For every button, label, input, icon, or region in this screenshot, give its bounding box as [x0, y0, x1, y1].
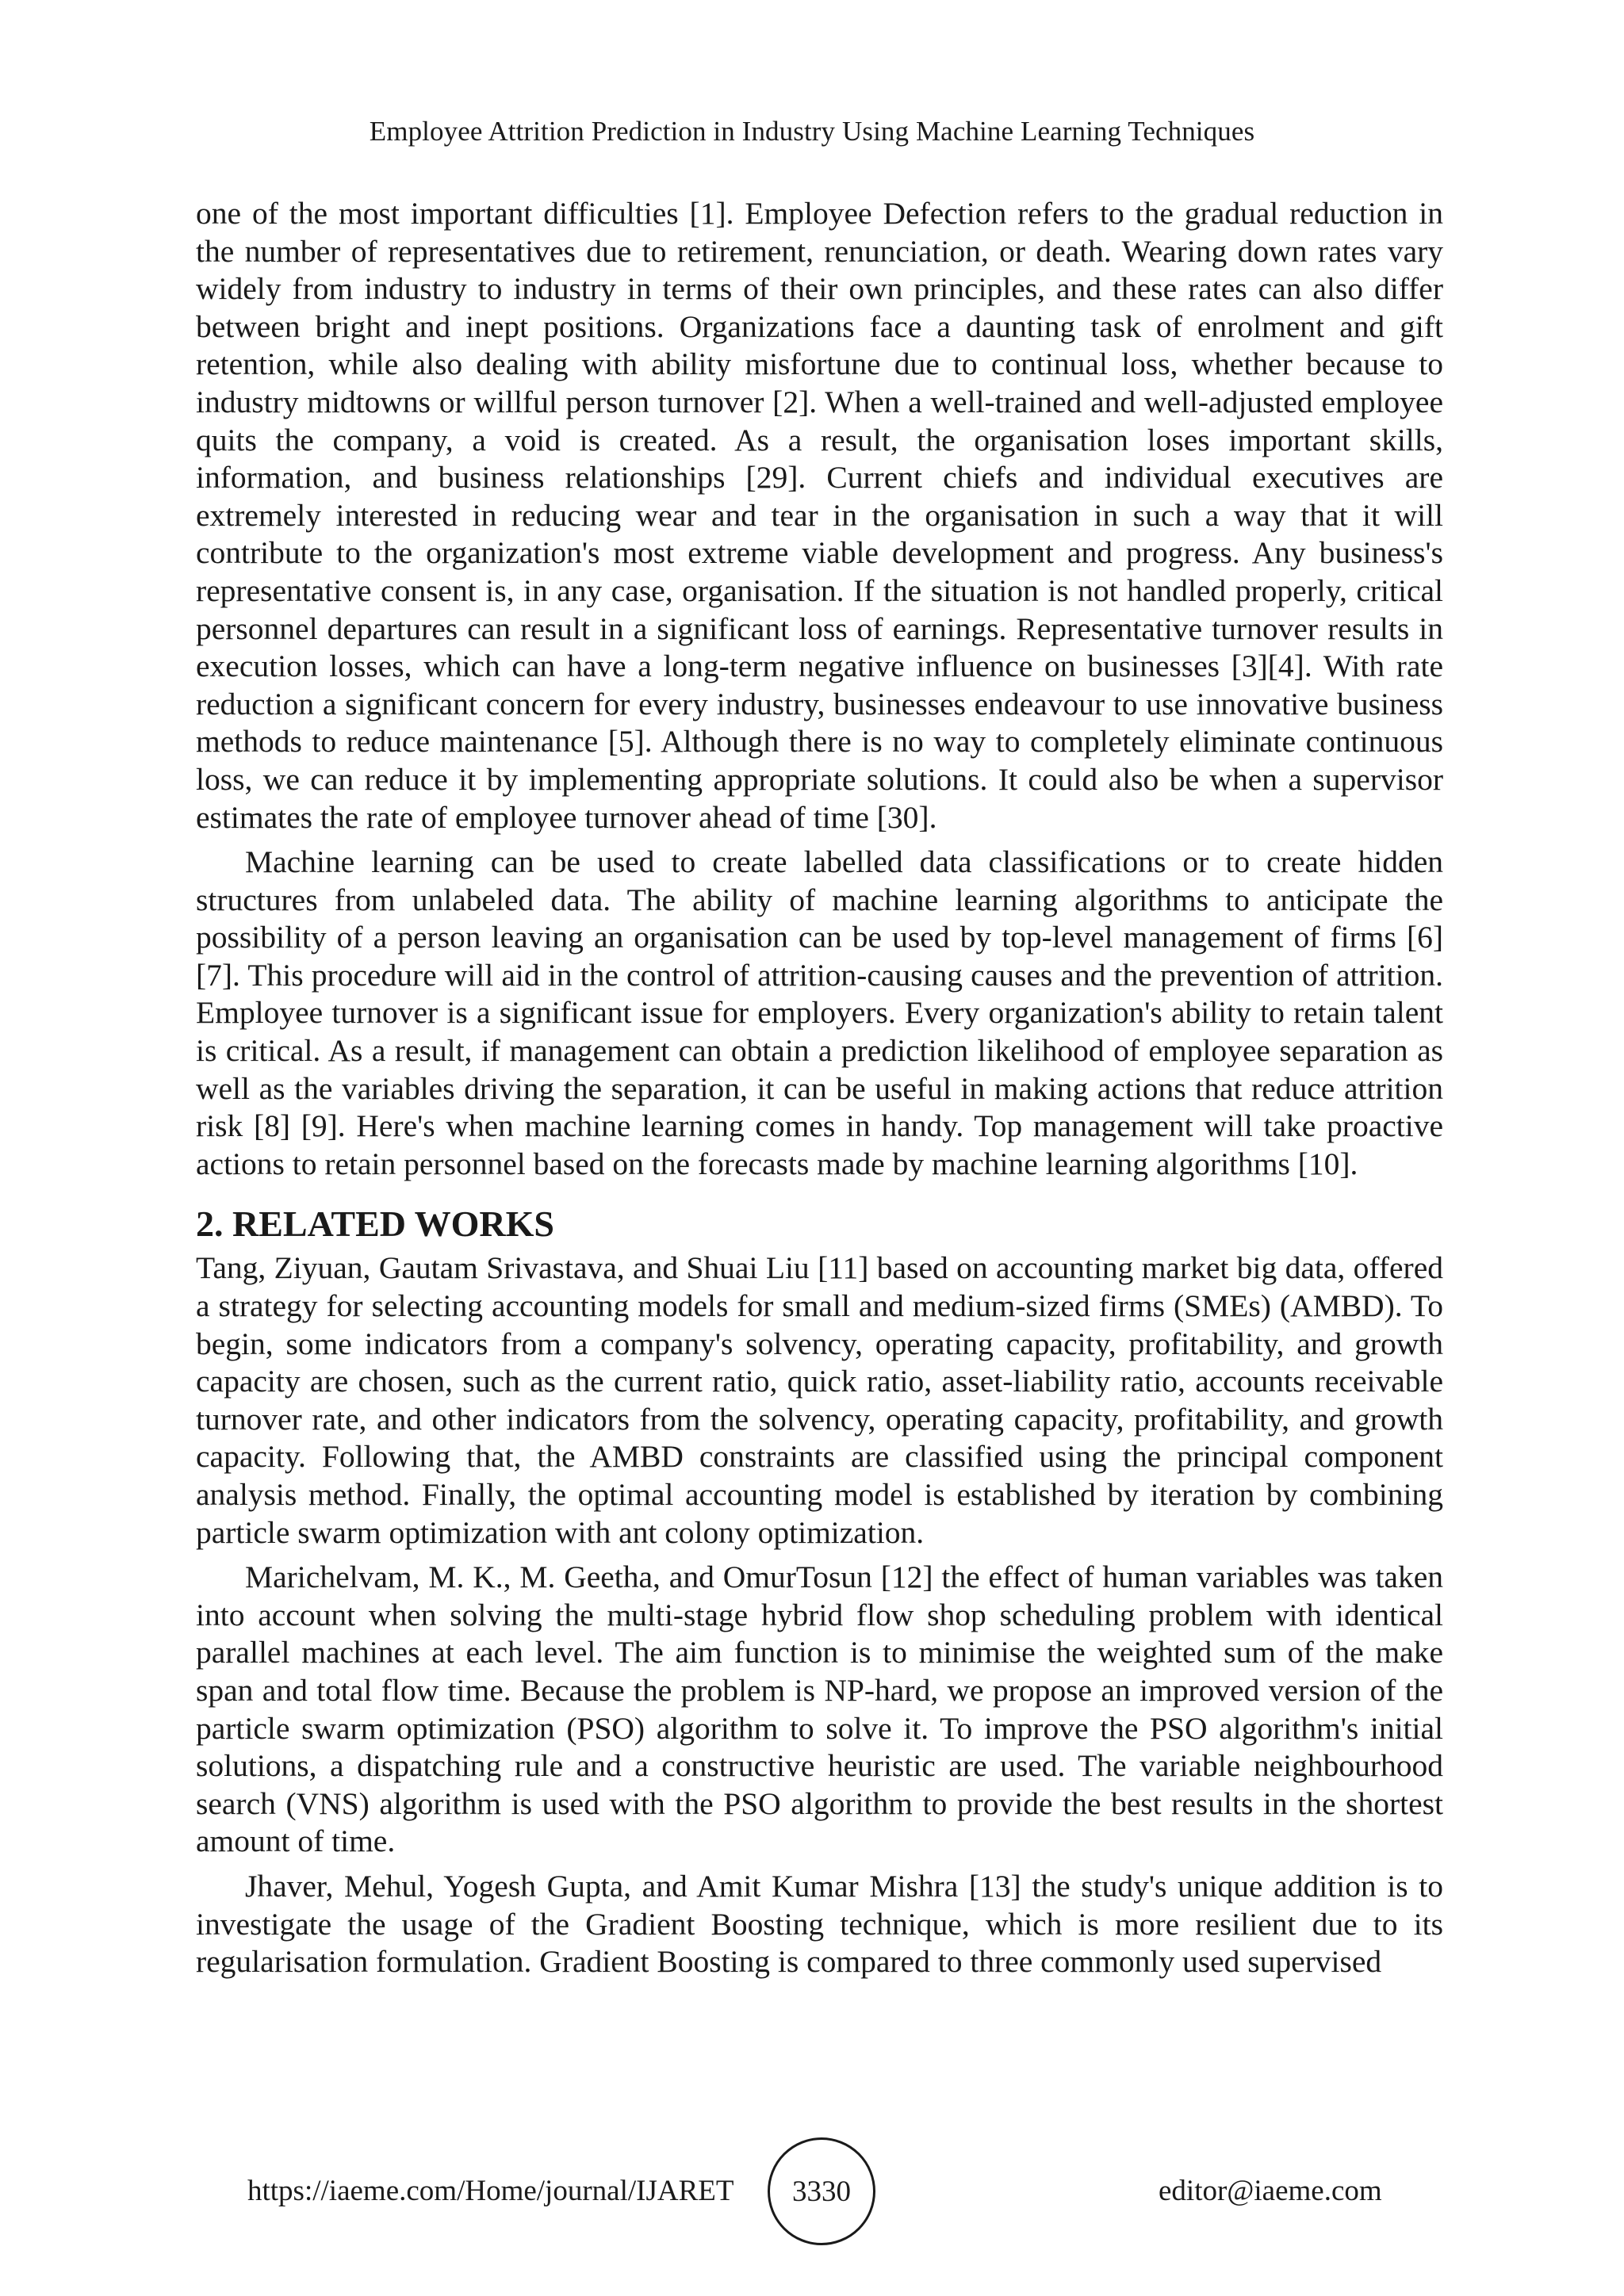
main-content [196, 195, 1443, 1981]
footer-email-link[interactable]: editor@iaeme.com [1159, 2175, 1382, 2207]
paragraph-machine-learning: Machine learning can be used to create labelled data classifications or to create hidden structures from unlabeled data. The ability of machine learning algorithms to anticipate the possibility of a person leaving an organisation can be used by top-level management of firms [6][7]. This procedure will aid in the control of attrition-causing causes and the prevention of attrition. Employee turnover is a significant issue for employers. Every organization's ability to retain talent is critical. As a result, if management can obtain a prediction likelihood of employee separation as well as the variables driving the separation, it can be useful in making actions that reduce attrition risk [8] [9]. Here's when machine learning comes in handy. Top management will take proactive actions to retain personnel based on the forecasts made by machine learning algorithms [10]. [196, 844, 1443, 1181]
page-number: 3330 [792, 2175, 851, 2208]
paragraph-related-marichelvam: Marichelvam, M. K., M. Geetha, and OmurTosun [12] the effect of human variables was taken into account when solving the multi-stage hybrid flow shop scheduling problem with identical parallel machines at each level. The aim function is to minimise the weighted sum of the make span and total flow time. Because the problem is NP-hard, we propose an improved version of the particle swarm optimization (PSO) algorithm to solve it. To improve the PSO algorithm's initial solutions, a dispatching rule and a constructive heuristic are used. The variable neighbourhood search (VNS) algorithm is used with the PSO algorithm to provide the best results in the shortest amount of time. [196, 1559, 1443, 1859]
section-heading-related-works: 2. RELATED WORKS [196, 1203, 555, 1245]
paragraph-related-jhaver: Jhaver, Mehul, Yogesh Gupta, and Amit Kumar Mishra [13] the study's unique addition is to investigate the usage of the Gradient Boosting technique, which is more resilient due to its regularisation formulation. Gradient Boosting is compared to three commonly used supervised [196, 1868, 1443, 1980]
footer-journal-link[interactable]: https://iaeme.com/Home/journal/IJARET [247, 2175, 734, 2207]
page-footer [0, 2137, 1624, 2248]
paragraph-intro-continued: one of the most important difficulties [1]. Employee Defection refers to the gradual reduction in the number of representatives due to retirement, renunciation, or death. Wearing down rates vary widely from industry to industry in terms of their own principles, and these rates can also differ between bright and inept positions. Organizations face a daunting task of enrolment and gift retention, while also dealing with ability misfortune due to continual loss, whether because to industry midtowns or willful person turnover [2]. When a well-trained and well-adjusted employee quits the company, a void is created. As a result, the organisation loses important skills, information, and business relationships [29]. Current chiefs and individual executives are extremely interested in reducing wear and tear in the organisation in such a way that it will contribute to the organization's most extreme viable development and progress. Any business's representative consent is, in any case, organisation. If the situation is not handled properly, critical personnel departures can result in a significant loss of earnings. Representative turnover results in execution losses, which can have a long-term negative influence on businesses [3][4]. With rate reduction a significant concern for every industry, businesses endeavour to use innovative business methods to reduce maintenance [5]. Although there is no way to completely eliminate continuous loss, we can reduce it by implementing appropriate solutions. It could also be when a supervisor estimates the rate of employee turnover ahead of time [30]. [196, 196, 1443, 835]
paragraph-related-tang: Tang, Ziyuan, Gautam Srivastava, and Shuai Liu [11] based on accounting market big data, offered a strategy for selecting accounting models for small and medium-sized firms (SMEs) (AMBD). To begin, some indicators from a company's solvency, operating capacity, profitability, and growth capacity are chosen, such as the current ratio, quick ratio, asset-liability ratio, accounts receivable turnover rate, and other indicators from the solvency, operating capacity, profitability, and growth capacity. Following that, the AMBD constraints are classified using the principal component analysis method. Finally, the optimal accounting model is established by iteration by combining particle swarm optimization with ant colony optimization. [196, 1250, 1443, 1550]
page-number-badge [768, 2137, 875, 2245]
running-header: Employee Attrition Prediction in Industry Using Machine Learning Techniques [369, 116, 1255, 147]
